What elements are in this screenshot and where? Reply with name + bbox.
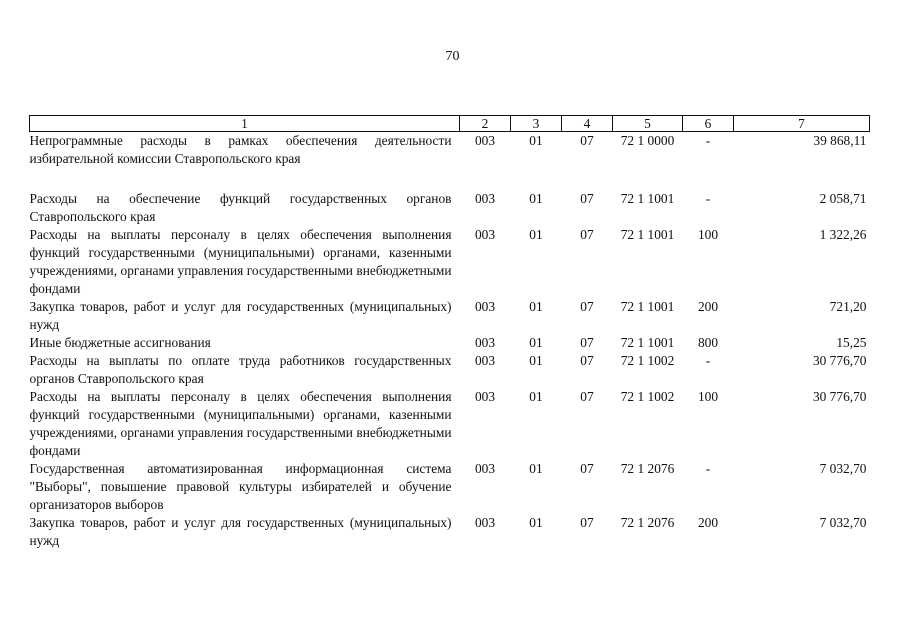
row-col2-cell: 003 xyxy=(474,388,496,404)
table-row xyxy=(30,334,870,352)
row-col2-cell: 003 xyxy=(474,334,496,350)
row-col3-cell: 01 xyxy=(529,298,543,314)
table-body xyxy=(30,132,870,550)
table-row xyxy=(30,460,870,514)
row-col4-cell: 07 xyxy=(580,460,594,476)
row-col4-cell: 07 xyxy=(580,352,594,368)
row-col4-cell: 07 xyxy=(580,514,594,530)
header-col-7: 7 xyxy=(734,116,870,132)
header-col-5: 5 xyxy=(613,116,683,132)
row-col3-cell: 01 xyxy=(529,334,543,350)
row-col5-cell: 72 1 1002 xyxy=(620,352,675,368)
row-col2-cell: 003 xyxy=(474,190,496,206)
row-col6-cell: - xyxy=(705,190,711,206)
row-col4-cell: 07 xyxy=(580,190,594,206)
row-col2-cell: 003 xyxy=(474,298,496,314)
table-row xyxy=(30,352,870,388)
row-col5-cell: 72 1 1001 xyxy=(620,226,675,242)
row-col3-cell: 01 xyxy=(529,190,543,206)
row-name-cell: Закупка товаров, работ и услуг для государственных (муниципальных) нужд xyxy=(29,298,452,332)
table-row xyxy=(30,190,870,226)
row-amount-cell: 30 776,70 xyxy=(812,388,867,404)
row-name-cell: Непрограммные расходы в рамках обеспечения деятельности избирательной комиссии Ставропольского края xyxy=(29,133,452,166)
header-col-3: 3 xyxy=(511,116,562,132)
row-col5-cell: 72 1 0000 xyxy=(620,133,675,148)
row-amount-cell: 39 868,11 xyxy=(813,133,867,148)
table-header-row xyxy=(30,116,870,132)
row-col6-cell: 200 xyxy=(697,514,719,530)
row-name-cell: Расходы на обеспечение функций государственных органов Ставропольского края xyxy=(29,190,452,224)
row-col5-cell: 72 1 1002 xyxy=(620,388,675,404)
row-col5-cell: 72 1 1001 xyxy=(620,190,675,206)
row-amount-cell: 30 776,70 xyxy=(812,352,867,368)
row-name-cell: Государственная автоматизированная информационная система "Выборы", повышение правовой культуры избирателей и обучение организаторов выборов xyxy=(29,460,452,512)
row-col6-cell: 100 xyxy=(697,226,719,242)
row-col3-cell: 01 xyxy=(529,133,543,148)
row-col4-cell: 07 xyxy=(580,388,594,404)
row-name-cell: Расходы на выплаты по оплате труда работников государственных органов Ставропольского края xyxy=(29,352,452,386)
row-col2-cell: 003 xyxy=(474,226,496,242)
row-col6-cell: - xyxy=(705,352,711,368)
budget-table xyxy=(29,115,870,550)
row-amount-cell: 721,20 xyxy=(829,298,867,314)
row-col5-cell: 72 1 2076 xyxy=(620,460,675,476)
row-col5-cell: 72 1 1001 xyxy=(620,298,675,314)
row-col4-cell: 07 xyxy=(580,334,594,350)
row-col6-cell: 200 xyxy=(697,298,719,314)
row-col2-cell: 003 xyxy=(474,352,496,368)
table-row xyxy=(30,226,870,298)
row-col6-cell: - xyxy=(705,460,711,476)
header-col-2: 2 xyxy=(460,116,511,132)
row-col3-cell: 01 xyxy=(529,352,543,368)
row-col3-cell: 01 xyxy=(529,460,543,476)
table-row xyxy=(30,132,870,190)
row-col4-cell: 07 xyxy=(580,298,594,314)
row-name-cell: Расходы на выплаты персоналу в целях обеспечения выполнения функций государственными (муниципальными) органами, казенными учреждениями, органами управления государственными внебюджетными фондами xyxy=(29,388,452,458)
row-amount-cell: 7 032,70 xyxy=(819,514,867,530)
header-col-1: 1 xyxy=(30,116,460,132)
table-row xyxy=(30,388,870,460)
row-name-cell: Иные бюджетные ассигнования xyxy=(29,334,211,350)
header-col-4: 4 xyxy=(562,116,613,132)
row-amount-cell: 7 032,70 xyxy=(819,460,867,476)
row-col5-cell: 72 1 2076 xyxy=(620,514,675,530)
row-col5-cell: 72 1 1001 xyxy=(620,334,675,350)
row-amount-cell: 1 322,26 xyxy=(819,226,867,242)
row-name-cell: Закупка товаров, работ и услуг для государственных (муниципальных) нужд xyxy=(29,514,452,548)
row-col3-cell: 01 xyxy=(529,226,543,242)
row-col6-cell: - xyxy=(705,133,711,148)
header-col-6: 6 xyxy=(683,116,734,132)
row-col6-cell: 100 xyxy=(697,388,719,404)
row-col2-cell: 003 xyxy=(474,460,496,476)
row-col2-cell: 003 xyxy=(474,514,496,530)
page-number: 70 xyxy=(445,49,460,64)
row-name-cell: Расходы на выплаты персоналу в целях обеспечения выполнения функций государственными (муниципальными) органами, казенными учреждениями, органами управления государственными внебюджетными фондами xyxy=(29,226,452,296)
row-col2-cell: 003 xyxy=(474,133,496,148)
row-col4-cell: 07 xyxy=(580,226,594,242)
table-row xyxy=(30,514,870,550)
row-col3-cell: 01 xyxy=(529,514,543,530)
row-amount-cell: 15,25 xyxy=(836,334,867,350)
row-col3-cell: 01 xyxy=(529,388,543,404)
row-col6-cell: 800 xyxy=(697,334,719,350)
row-amount-cell: 2 058,71 xyxy=(819,190,867,206)
row-col4-cell: 07 xyxy=(580,133,594,148)
table-row xyxy=(30,298,870,334)
